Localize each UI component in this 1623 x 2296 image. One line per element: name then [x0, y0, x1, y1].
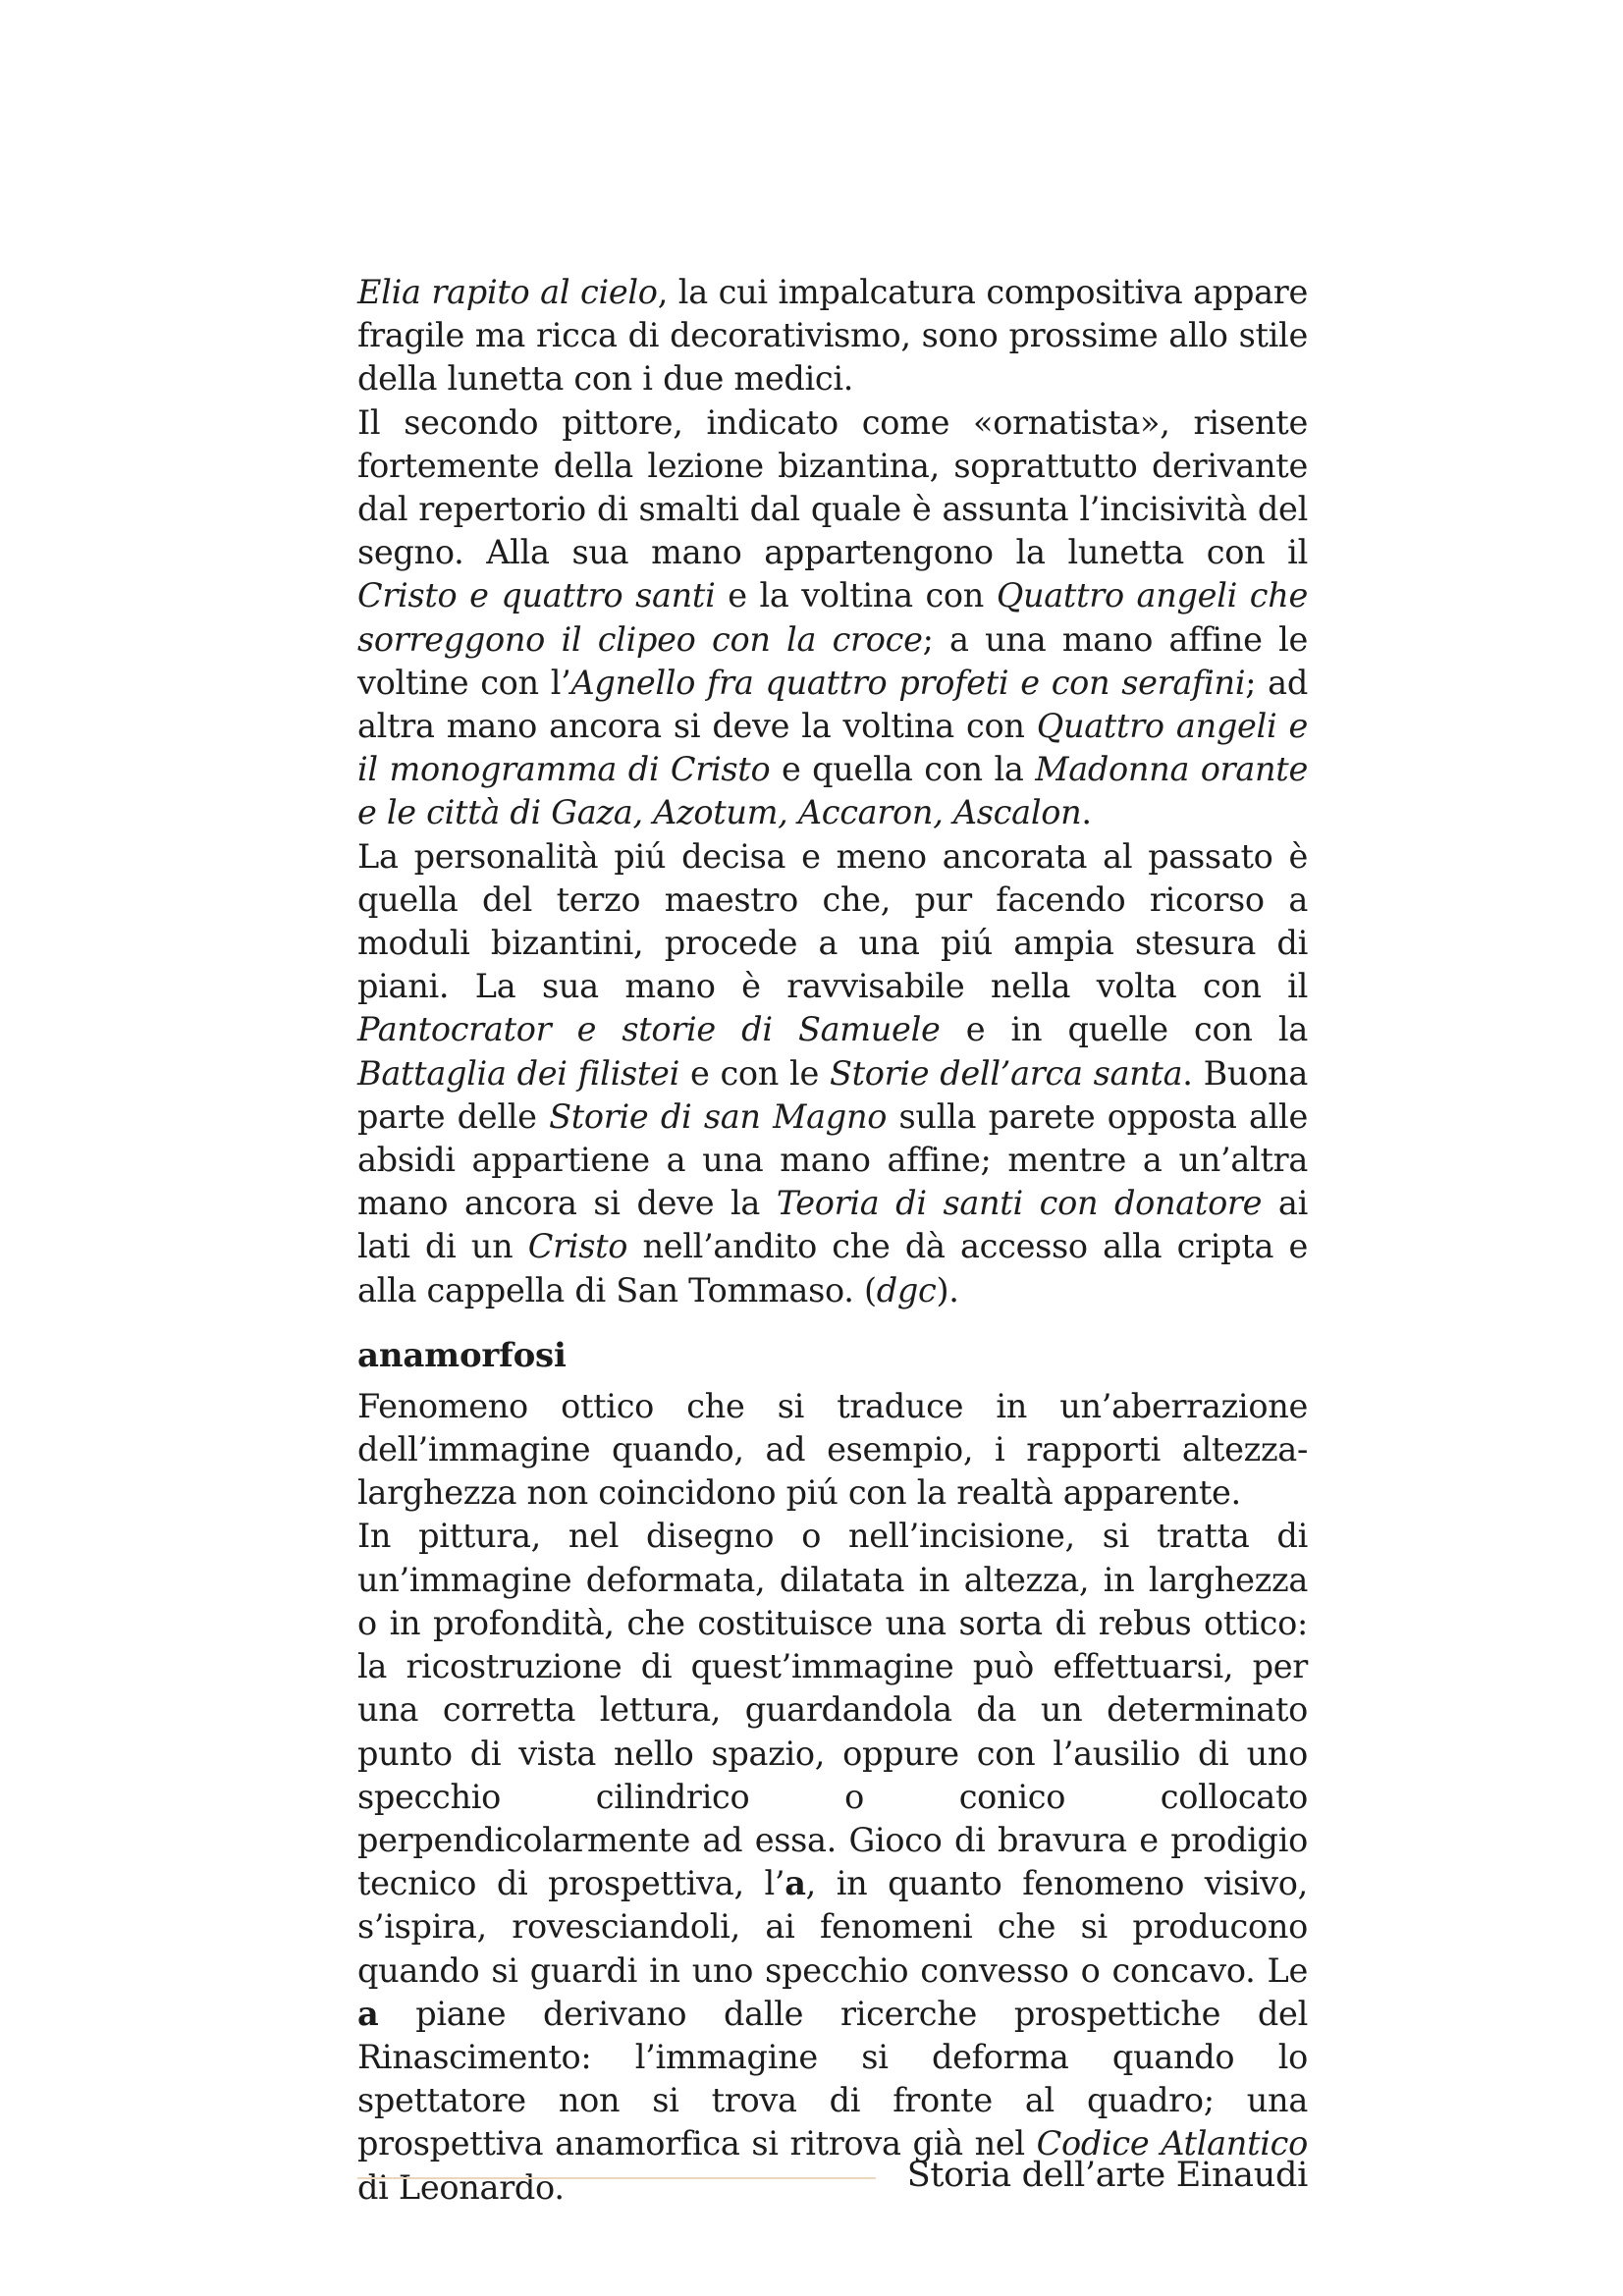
entry-heading: anamorfosi — [357, 1335, 567, 1375]
text-run: , la cui impalcatura compositiva appare fragile ma ricca di decorativismo, sono prossime allo stile della lunetta con i due medici. — [357, 273, 1309, 399]
body-text — [357, 271, 1308, 2210]
text-run: La personalità piú decisa e meno ancorata al passato è quella del terzo maestro che, pur facendo ricorso a moduli bizantini, procede a una piú ampia stesura di piani. La sua mano è ravvisabile nella volta con il — [357, 836, 1308, 1006]
italic-run: Agnello fra quattro profeti e con serafini — [570, 663, 1246, 702]
italic-run: Elia rapito al cielo — [357, 273, 658, 311]
text-run: . Buona parte delle — [357, 1053, 1309, 1136]
paragraph — [357, 835, 1308, 1312]
text-run: di Leonardo. — [357, 2167, 565, 2207]
text-run: e in quelle con la — [940, 1010, 1308, 1049]
italic-run: Pantocrator e storie di Samuele — [357, 1010, 941, 1049]
text-run: Fenomeno ottico che si traduce in un’aberrazione dell’immagine quando, ad esempio, i rapporti altezza-larghezza non coincidono piú con la realtà apparente. — [357, 1386, 1308, 1513]
italic-run: Storie di san Magno — [549, 1096, 888, 1136]
text-run: e la voltina con — [715, 576, 997, 615]
bold-run: a — [784, 1864, 806, 1903]
paragraph — [357, 271, 1308, 401]
text-run: piane derivano dalle ricerche prospettiche del Rinascimento: l’immagine si deforma quando lo spettatore non si trova di fronte al quadro; una prospettiva anamorfica si ritrova già nel — [357, 1994, 1308, 2163]
text-run: ai lati di un — [357, 1184, 1309, 1266]
text-run: sulla parete opposta alle absidi appartiene a una mano affine; mentre a un’altra mano ancora si deve la — [357, 1096, 1308, 1223]
text-run: . — [1081, 793, 1092, 832]
paragraph — [357, 401, 1308, 835]
text-run: Il secondo pittore, indicato come «ornatista», risente fortemente della lezione bizantina, soprattutto derivante dal repertorio di smalti dal quale è assunta l’incisività del segno. Alla sua mano appartengono la lunetta con il — [357, 402, 1308, 572]
italic-run: Teoria di santi con donatore — [776, 1184, 1263, 1223]
italic-run: Quattro angeli e il monogramma di Cristo — [357, 707, 1309, 789]
italic-run: dgc — [876, 1270, 937, 1309]
text-run: nell’andito che dà accesso alla cripta e alla cappella di San Tommaso. ( — [357, 1227, 1308, 1309]
text-run: ; a una mano affine le voltine con l’ — [357, 619, 1309, 702]
footer-rule — [357, 2177, 876, 2179]
paragraph — [357, 1385, 1308, 1516]
footer-title: Storia dell’arte Einaudi — [906, 2156, 1308, 2195]
text-run: ). — [936, 1270, 959, 1309]
text-run: e con le — [679, 1053, 830, 1093]
text-run: , in quanto fenomeno visivo, s’ispira, rovesciandoli, ai fenomeni che si producono quando si guardi in uno specchio convesso o concavo. Le — [357, 1864, 1308, 1990]
italic-run: Cristo e quattro santi — [357, 576, 716, 615]
italic-run: Battaglia dei filistei — [357, 1053, 679, 1093]
italic-run: Codice Atlantico — [1036, 2124, 1308, 2163]
italic-run: Madonna orante e le città di Gaza, Azotum, Accaron, Ascalon — [357, 750, 1308, 832]
text-run: In pittura, nel disegno o nell’incisione, si tratta di un’immagine deformata, dilatata in altezza, in larghezza o in profondità, che costituisce una sorta di rebus ottico: la ricostruzione di quest’immagine può effettuarsi, per una corretta lettura, guardandola da un determinato punto di vista nello spazio, oppure con l’ausilio di uno specchio cilindrico o conico collocato perpendicolarmente ad essa. Gioco di bravura e prodigio tecnico di prospettiva, l’ — [357, 1517, 1308, 1903]
italic-run: Quattro angeli che sorreggono il clipeo con la croce — [357, 576, 1308, 659]
bold-run: a — [357, 1994, 379, 2033]
paragraph — [357, 1515, 1308, 2209]
entry-body — [357, 1385, 1308, 2210]
text-run: ; ad altra mano ancora si deve la voltina con — [357, 663, 1308, 746]
text-run: e quella con la — [770, 750, 1036, 789]
italic-run: Storie dell’arca santa — [829, 1053, 1183, 1093]
italic-run: Cristo — [527, 1227, 628, 1266]
previous-entry-continuation — [357, 271, 1308, 1312]
